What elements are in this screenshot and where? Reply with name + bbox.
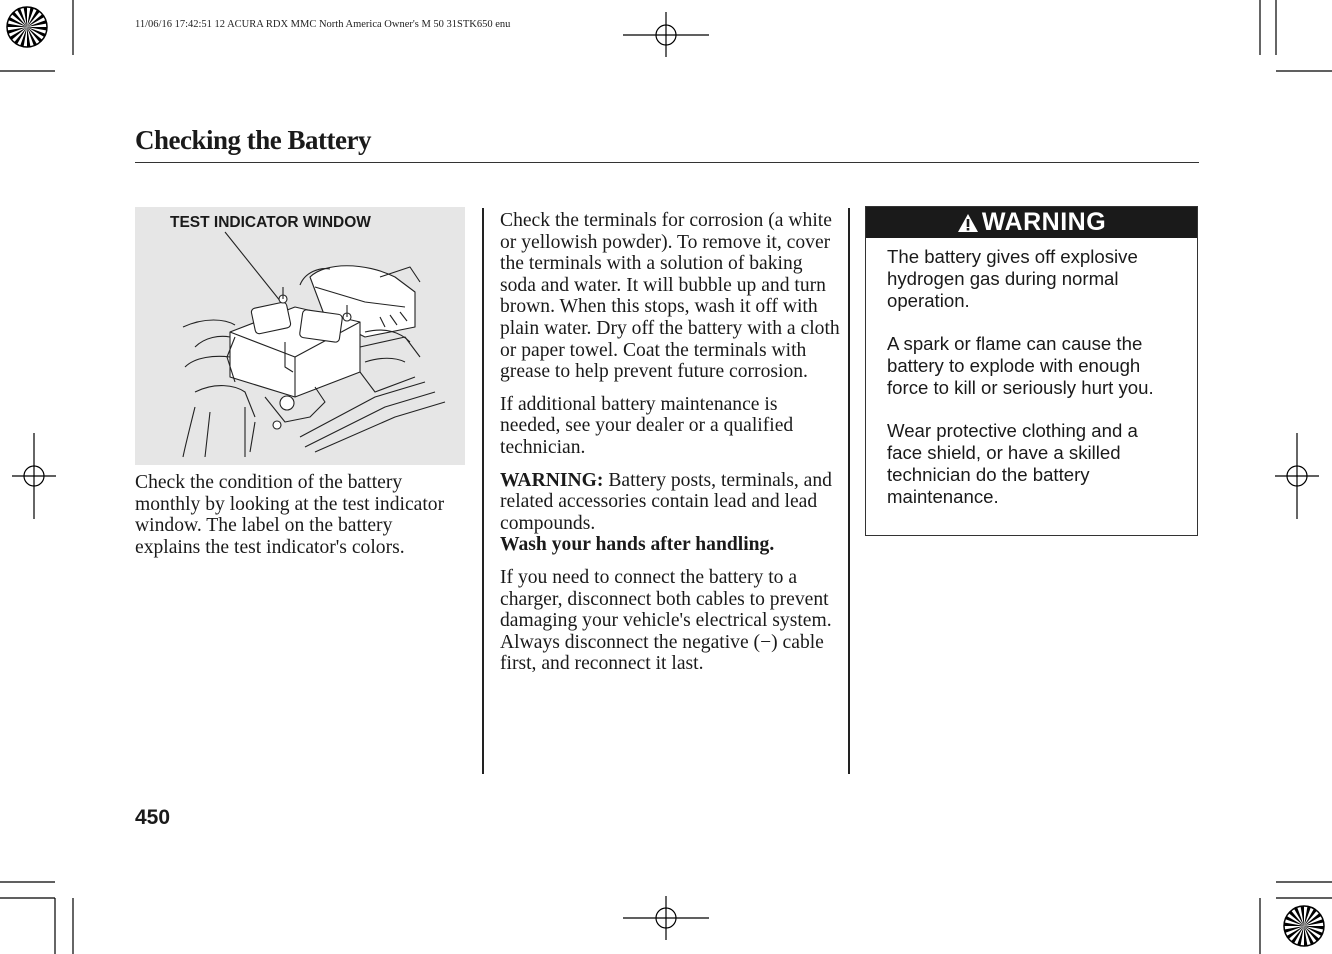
column-divider-right [848,208,850,774]
registration-mark-bottom [623,896,709,940]
title-rule [135,162,1199,163]
registration-mark-top [623,12,709,57]
lead-warning-paragraph [500,470,840,556]
warning-paragraph-1: The battery gives off explosive hydrogen gas during normal operation. [887,246,1138,311]
battery-illustration [135,207,465,465]
warning-paragraph-3: Wear protective clothing and a face shield, or have a skilled technician do the battery maintenance. [887,420,1138,507]
corrosion-paragraph: Check the terminals for corrosion (a white or yellowish powder). To remove it, cover the terminals with a solution of baking soda and water. It will bubble up and turn brown. When this stops, wash it off with plain water. Dry off the battery with a cloth or paper towel. Coat the terminals with grease to help prevent future corrosion. [500,210,840,383]
warning-body [866,238,1197,508]
print-header: 11/06/16 17:42:51 12 ACURA RDX MMC North America Owner's M 50 31STK650 enu [135,19,511,30]
maintenance-column [500,210,840,686]
maintenance-paragraph: If additional battery maintenance is needed, see your dealer or a qualified technician. [500,393,794,458]
lead-warning-label: WARNING: [500,469,604,491]
battery-drawing [135,207,465,465]
page-title: Checking the Battery [135,125,371,155]
lead-warning-instruction: Wash your hands after handling. [500,534,775,556]
warning-header [866,207,1197,238]
registration-mark-right [1275,433,1319,519]
figure-callout-label: TEST INDICATOR WINDOW [170,214,371,231]
warning-box [865,206,1198,536]
warning-title: WARNING [981,208,1107,236]
lead-warning-text: Battery posts, terminals, and related accessories contain lead and lead compounds. [500,469,832,534]
column-divider-left [482,208,484,774]
battery-check-paragraph: Check the condition of the battery monthly by looking at the test indicator window. The label on the battery explains the test indicator's colors. [135,472,445,558]
starburst-target-bottom-right [1284,906,1324,946]
starburst-target-top-left [7,7,47,47]
page-number: 450 [135,806,171,829]
charger-paragraph: If you need to connect the battery to a charger, disconnect both cables to prevent damaging your vehicle's electrical system. Always disconnect the negative (−) cable first, and reconnect it last. [500,566,832,675]
warning-triangle-icon [957,213,979,233]
registration-mark-left [12,433,56,519]
warning-paragraph-2: A spark or flame can cause the battery to explode with enough force to kill or seriously hurt you. [887,333,1154,398]
